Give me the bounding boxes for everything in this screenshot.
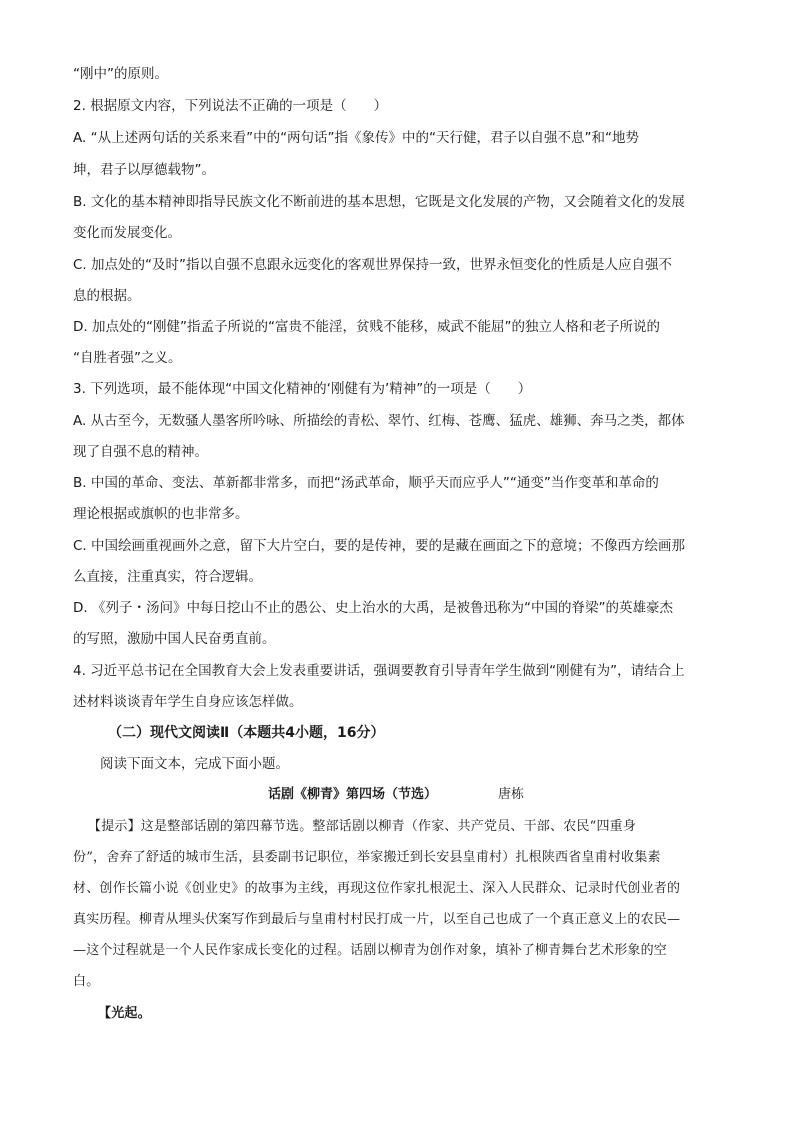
play-note-line: 份”，舍弃了舒适的城市生活，县委副书记职位，举家搬迁到长安县皇甫村）扎根陕西省皇甫村收集素 bbox=[73, 850, 661, 865]
text-line: “刚中”的原则。 bbox=[73, 66, 168, 82]
option-3a: A. 从古至今，无数骚人墨客所吟咏、所描绘的青松、翠竹、红梅、苍鹰、猛虎、雄狮、奔马之类，都体 bbox=[73, 413, 685, 429]
option-2c: C. 加点处的“及时”指以自强不息跟永远变化的客观世界保持一致，世界永恒变化的性质是人应自强不 bbox=[73, 257, 672, 273]
text-line: “自胜者强”之义。 bbox=[73, 350, 182, 366]
option-2d: D. 加点处的“刚健”指孟子所说的“富贵不能淫，贫贱不能移，威武不能屈”的独立人格和老子所说的 bbox=[73, 319, 660, 335]
question-2: 2. 根据原文内容，下列说法不正确的一项是（ ） bbox=[73, 98, 388, 114]
question-4: 4. 习近平总书记在全国教育大会上发表重要讲话，强调要教育引导青年学生做到“刚健有为”，请结合上 bbox=[73, 663, 685, 679]
option-3b: B. 中国的革命、变法、革新都非常多，而把“汤武革命，顺乎天而应乎人”“通变”当作变革和革命的 bbox=[73, 475, 659, 491]
text-line: 么直接，注重真实，符合逻辑。 bbox=[73, 569, 262, 585]
text-line: 现了自强不息的精神。 bbox=[73, 444, 208, 460]
text-line: 息的根据。 bbox=[73, 288, 141, 304]
option-3c: C. 中国绘画重视画外之意，留下大片空白，要的是传神，要的是藏在画面之下的意境；不像西方绘画那 bbox=[73, 538, 686, 554]
text-line: 述材料谈谈青年学生自身应该怎样做。 bbox=[73, 694, 303, 710]
play-note-line: 真实历程。柳青从埋头伏案写作到最后与皇甫村村民打成一片，以至自己也成了一个真正意义上的农民— bbox=[73, 912, 681, 927]
play-author: 唐栋 bbox=[498, 787, 525, 802]
text-line: 的写照，激励中国人民奋勇直前。 bbox=[73, 631, 276, 647]
text-line: 坤，君子以厚德载物”。 bbox=[73, 162, 215, 178]
play-note-line: 白。 bbox=[73, 974, 100, 989]
text-line: 理论根据或旗帜的也非常多。 bbox=[73, 506, 249, 522]
play-note-line: —这个过程就是一个人民作家成长变化的过程。话剧以柳青为创作对象，填补了柳青舞台艺术形象的空 bbox=[73, 943, 668, 958]
text-line: 变化而发展变化。 bbox=[73, 225, 181, 241]
instruction: 阅读下面文本，完成下面小题。 bbox=[100, 756, 289, 772]
option-2a: A. “从上述两句话的关系来看”中的“两句话”指《象传》中的“天行健，君子以自强不息”和“地势 bbox=[73, 130, 640, 146]
play-note-line: 【提示】这是整部话剧的第四幕节选。整部话剧以柳青（作家、共产党员、干部、农民“四重身 bbox=[88, 819, 637, 834]
option-3d: D. 《列子・汤问》中每日挖山不止的愚公、史上治水的大禹，是被鲁迅称为“中国的脊梁”的英雄豪杰 bbox=[73, 600, 673, 616]
stage-direction: 【光起。 bbox=[98, 1006, 151, 1021]
play-title: 话剧《柳青》第四场（节选） bbox=[268, 787, 438, 802]
section-heading: （二）现代文阅读Ⅱ（本题共4小题，16分） bbox=[108, 725, 385, 741]
option-2b: B. 文化的基本精神即指导民族文化不断前进的基本思想，它既是文化发展的产物，又会随着文化的发展 bbox=[73, 194, 685, 210]
question-3: 3. 下列选项，最不能体现“中国文化精神的‘刚健有为’精神”的一项是（ ） bbox=[73, 381, 532, 397]
play-note-line: 材、创作长篇小说《创业史》的故事为主线，再现这位作家扎根泥土、深入人民群众、记录时代创业者的 bbox=[73, 881, 681, 896]
